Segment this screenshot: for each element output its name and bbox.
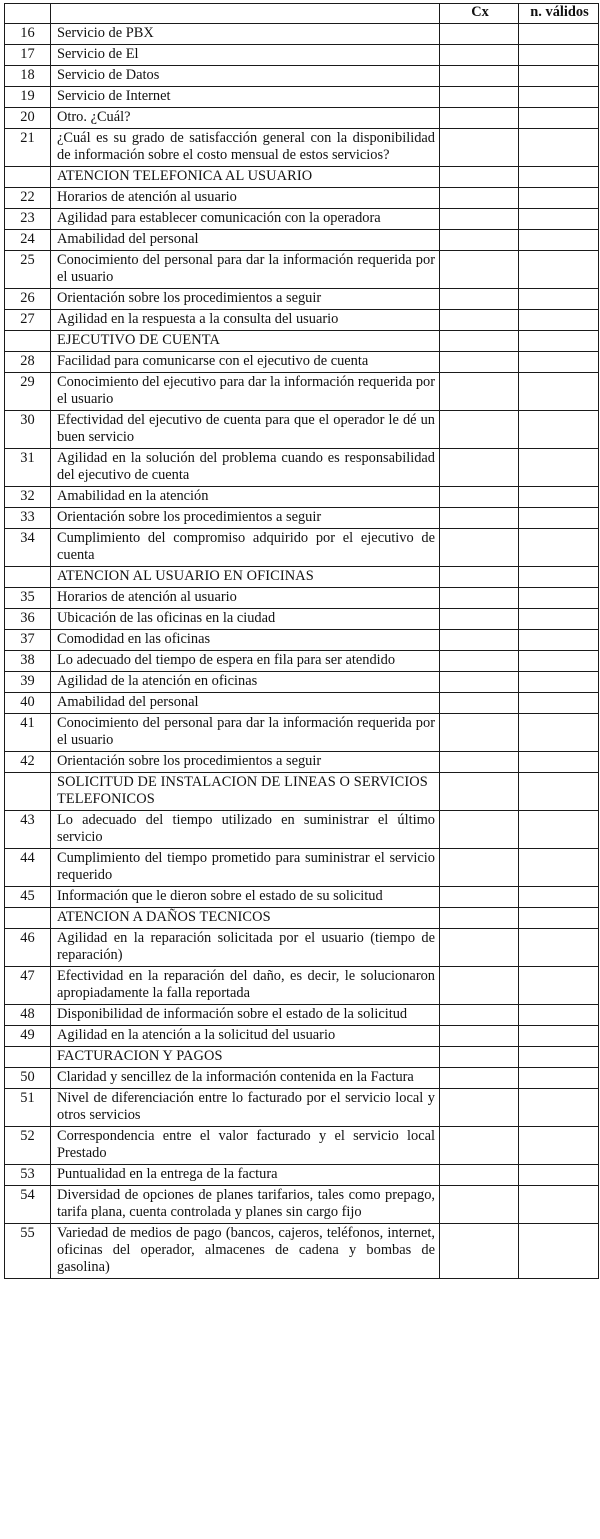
row-number: 34 [5, 529, 51, 567]
valid-count-cell [519, 714, 599, 752]
row-number: 33 [5, 508, 51, 529]
row-number: 36 [5, 609, 51, 630]
valid-count-cell [519, 310, 599, 331]
section-title: SOLICITUD DE INSTALACION DE LINEAS O SERVICIOS TELEFONICOS [51, 773, 440, 811]
table-row [5, 1005, 599, 1026]
row-number [5, 908, 51, 929]
valid-count-cell [519, 1026, 599, 1047]
cx-cell [440, 352, 519, 373]
question-text: Conocimiento del personal para dar la información requerida por el usuario [51, 714, 440, 752]
question-text: Agilidad de la atención en oficinas [51, 672, 440, 693]
cx-cell [440, 773, 519, 811]
header-valid-count: n. válidos [519, 4, 599, 24]
valid-count-cell [519, 609, 599, 630]
row-number: 21 [5, 129, 51, 167]
question-text: ¿Cuál es su grado de satisfacción general con la disponibilidad de información sobre el costo mensual de estos servicios? [51, 129, 440, 167]
question-text: Conocimiento del personal para dar la información requerida por el usuario [51, 251, 440, 289]
cx-cell [440, 887, 519, 908]
question-text: Lo adecuado del tiempo de espera en fila para ser atendido [51, 651, 440, 672]
valid-count-cell [519, 567, 599, 588]
valid-count-cell [519, 651, 599, 672]
cx-cell [440, 811, 519, 849]
table-row [5, 1127, 599, 1165]
table-row [5, 849, 599, 887]
valid-count-cell [519, 1005, 599, 1026]
valid-count-cell [519, 352, 599, 373]
cx-cell [440, 849, 519, 887]
cx-cell [440, 693, 519, 714]
question-text: Agilidad en la solución del problema cuando es responsabilidad del ejecutivo de cuenta [51, 449, 440, 487]
table-body [5, 24, 599, 1279]
table-row [5, 129, 599, 167]
table-row [5, 693, 599, 714]
section-header-row [5, 331, 599, 352]
valid-count-cell [519, 849, 599, 887]
cx-cell [440, 487, 519, 508]
row-number: 22 [5, 188, 51, 209]
valid-count-cell [519, 24, 599, 45]
valid-count-cell [519, 45, 599, 66]
cx-cell [440, 331, 519, 352]
valid-count-cell [519, 167, 599, 188]
question-text: Agilidad en la reparación solicitada por el usuario (tiempo de reparación) [51, 929, 440, 967]
question-text: Orientación sobre los procedimientos a seguir [51, 508, 440, 529]
question-text: Horarios de atención al usuario [51, 588, 440, 609]
cx-cell [440, 567, 519, 588]
valid-count-cell [519, 1047, 599, 1068]
table-row [5, 1224, 599, 1279]
valid-count-cell [519, 66, 599, 87]
cx-cell [440, 129, 519, 167]
cx-cell [440, 651, 519, 672]
table-row [5, 1026, 599, 1047]
question-text: Servicio de El [51, 45, 440, 66]
cx-cell [440, 1089, 519, 1127]
valid-count-cell [519, 588, 599, 609]
row-number: 41 [5, 714, 51, 752]
question-text: Efectividad del ejecutivo de cuenta para que el operador le dé un buen servicio [51, 411, 440, 449]
cx-cell [440, 630, 519, 651]
cx-cell [440, 289, 519, 310]
cx-cell [440, 1068, 519, 1089]
table-row [5, 887, 599, 908]
table-row [5, 1068, 599, 1089]
valid-count-cell [519, 331, 599, 352]
table-row [5, 66, 599, 87]
row-number: 55 [5, 1224, 51, 1279]
question-text: Nivel de diferenciación entre lo facturado por el servicio local y otros servicios [51, 1089, 440, 1127]
valid-count-cell [519, 1186, 599, 1224]
section-header-row [5, 1047, 599, 1068]
cx-cell [440, 310, 519, 331]
table-row [5, 529, 599, 567]
table-row [5, 449, 599, 487]
valid-count-cell [519, 1165, 599, 1186]
row-number: 42 [5, 752, 51, 773]
row-number: 50 [5, 1068, 51, 1089]
valid-count-cell [519, 108, 599, 129]
cx-cell [440, 508, 519, 529]
table-row [5, 1186, 599, 1224]
row-number: 19 [5, 87, 51, 108]
cx-cell [440, 714, 519, 752]
row-number [5, 331, 51, 352]
question-text: Efectividad en la reparación del daño, es decir, le solucionaron apropiadamente la falla reportada [51, 967, 440, 1005]
cx-cell [440, 411, 519, 449]
valid-count-cell [519, 230, 599, 251]
cx-cell [440, 1047, 519, 1068]
table-row [5, 752, 599, 773]
row-number [5, 1047, 51, 1068]
row-number: 18 [5, 66, 51, 87]
cx-cell [440, 609, 519, 630]
cx-cell [440, 209, 519, 230]
cx-cell [440, 45, 519, 66]
cx-cell [440, 1224, 519, 1279]
table-row [5, 588, 599, 609]
table-row [5, 108, 599, 129]
table-row [5, 1089, 599, 1127]
table-row [5, 411, 599, 449]
row-number: 46 [5, 929, 51, 967]
row-number: 43 [5, 811, 51, 849]
valid-count-cell [519, 251, 599, 289]
question-text: Disponibilidad de información sobre el estado de la solicitud [51, 1005, 440, 1026]
row-number: 51 [5, 1089, 51, 1127]
valid-count-cell [519, 908, 599, 929]
valid-count-cell [519, 1089, 599, 1127]
table-row [5, 487, 599, 508]
valid-count-cell [519, 630, 599, 651]
question-text: Ubicación de las oficinas en la ciudad [51, 609, 440, 630]
section-header-row [5, 567, 599, 588]
question-text: Orientación sobre los procedimientos a seguir [51, 289, 440, 310]
row-number: 53 [5, 1165, 51, 1186]
row-number [5, 773, 51, 811]
section-header-row [5, 167, 599, 188]
valid-count-cell [519, 289, 599, 310]
question-text: Orientación sobre los procedimientos a seguir [51, 752, 440, 773]
row-number: 39 [5, 672, 51, 693]
valid-count-cell [519, 967, 599, 1005]
table-row [5, 230, 599, 251]
cx-cell [440, 167, 519, 188]
cx-cell [440, 672, 519, 693]
valid-count-cell [519, 508, 599, 529]
cx-cell [440, 1165, 519, 1186]
cx-cell [440, 373, 519, 411]
valid-count-cell [519, 129, 599, 167]
cx-cell [440, 449, 519, 487]
row-number: 25 [5, 251, 51, 289]
row-number: 32 [5, 487, 51, 508]
valid-count-cell [519, 188, 599, 209]
cx-cell [440, 230, 519, 251]
header-row [5, 4, 599, 24]
cx-cell [440, 108, 519, 129]
table-row [5, 811, 599, 849]
question-text: Información que le dieron sobre el estado de su solicitud [51, 887, 440, 908]
cx-cell [440, 1026, 519, 1047]
valid-count-cell [519, 672, 599, 693]
table-row [5, 87, 599, 108]
table-row [5, 1165, 599, 1186]
question-text: Servicio de Datos [51, 66, 440, 87]
header-num [5, 4, 51, 24]
row-number: 44 [5, 849, 51, 887]
document-page [4, 3, 599, 1279]
valid-count-cell [519, 373, 599, 411]
row-number: 38 [5, 651, 51, 672]
table-row [5, 373, 599, 411]
question-text: Claridad y sencillez de la información contenida en la Factura [51, 1068, 440, 1089]
row-number: 47 [5, 967, 51, 1005]
valid-count-cell [519, 1224, 599, 1279]
row-number: 54 [5, 1186, 51, 1224]
row-number: 20 [5, 108, 51, 129]
table-row [5, 609, 599, 630]
question-text: Amabilidad del personal [51, 693, 440, 714]
cx-cell [440, 1005, 519, 1026]
cx-cell [440, 908, 519, 929]
cx-cell [440, 929, 519, 967]
question-text: Facilidad para comunicarse con el ejecutivo de cuenta [51, 352, 440, 373]
valid-count-cell [519, 209, 599, 230]
question-text: Puntualidad en la entrega de la factura [51, 1165, 440, 1186]
cx-cell [440, 967, 519, 1005]
row-number: 31 [5, 449, 51, 487]
cx-cell [440, 1186, 519, 1224]
question-text: Otro. ¿Cuál? [51, 108, 440, 129]
row-number: 29 [5, 373, 51, 411]
valid-count-cell [519, 693, 599, 714]
table-row [5, 24, 599, 45]
cx-cell [440, 87, 519, 108]
row-number: 45 [5, 887, 51, 908]
table-row [5, 209, 599, 230]
valid-count-cell [519, 487, 599, 508]
section-title: FACTURACION Y PAGOS [51, 1047, 440, 1068]
question-text: Servicio de Internet [51, 87, 440, 108]
valid-count-cell [519, 529, 599, 567]
row-number: 28 [5, 352, 51, 373]
question-text: Agilidad en la respuesta a la consulta del usuario [51, 310, 440, 331]
table-row [5, 967, 599, 1005]
row-number: 27 [5, 310, 51, 331]
table-row [5, 310, 599, 331]
question-text: Comodidad en las oficinas [51, 630, 440, 651]
cx-cell [440, 66, 519, 87]
question-text: Amabilidad en la atención [51, 487, 440, 508]
question-text: Lo adecuado del tiempo utilizado en suministrar el último servicio [51, 811, 440, 849]
question-text: Amabilidad del personal [51, 230, 440, 251]
section-title: EJECUTIVO DE CUENTA [51, 331, 440, 352]
section-header-row [5, 908, 599, 929]
row-number [5, 167, 51, 188]
question-text: Servicio de PBX [51, 24, 440, 45]
row-number: 48 [5, 1005, 51, 1026]
question-text: Cumplimiento del tiempo prometido para suministrar el servicio requerido [51, 849, 440, 887]
question-text: Cumplimiento del compromiso adquirido por el ejecutivo de cuenta [51, 529, 440, 567]
section-title: ATENCION AL USUARIO EN OFICINAS [51, 567, 440, 588]
row-number [5, 567, 51, 588]
row-number: 23 [5, 209, 51, 230]
cx-cell [440, 24, 519, 45]
table-row [5, 508, 599, 529]
row-number: 17 [5, 45, 51, 66]
row-number: 24 [5, 230, 51, 251]
cx-cell [440, 752, 519, 773]
valid-count-cell [519, 929, 599, 967]
table-row [5, 714, 599, 752]
cx-cell [440, 188, 519, 209]
row-number: 26 [5, 289, 51, 310]
table-row [5, 251, 599, 289]
table-row [5, 45, 599, 66]
table-row [5, 188, 599, 209]
question-text: Conocimiento del ejecutivo para dar la información requerida por el usuario [51, 373, 440, 411]
section-title: ATENCION TELEFONICA AL USUARIO [51, 167, 440, 188]
table-row [5, 651, 599, 672]
row-number: 49 [5, 1026, 51, 1047]
cx-cell [440, 529, 519, 567]
cx-cell [440, 251, 519, 289]
section-header-row [5, 773, 599, 811]
table-row [5, 672, 599, 693]
table-row [5, 929, 599, 967]
header-cx: Cx [440, 4, 519, 24]
valid-count-cell [519, 449, 599, 487]
valid-count-cell [519, 811, 599, 849]
table-row [5, 630, 599, 651]
question-text: Agilidad para establecer comunicación con la operadora [51, 209, 440, 230]
valid-count-cell [519, 87, 599, 108]
valid-count-cell [519, 887, 599, 908]
valid-count-cell [519, 1068, 599, 1089]
valid-count-cell [519, 1127, 599, 1165]
cx-cell [440, 1127, 519, 1165]
row-number: 16 [5, 24, 51, 45]
question-text: Correspondencia entre el valor facturado y el servicio local Prestado [51, 1127, 440, 1165]
table-row [5, 352, 599, 373]
question-text: Diversidad de opciones de planes tarifarios, tales como prepago, tarifa plana, cuenta controlada y planes sin cargo fijo [51, 1186, 440, 1224]
table-row [5, 289, 599, 310]
valid-count-cell [519, 773, 599, 811]
question-text: Horarios de atención al usuario [51, 188, 440, 209]
survey-table [4, 3, 599, 1279]
row-number: 40 [5, 693, 51, 714]
valid-count-cell [519, 411, 599, 449]
section-title: ATENCION A DAÑOS TECNICOS [51, 908, 440, 929]
row-number: 37 [5, 630, 51, 651]
cx-cell [440, 588, 519, 609]
question-text: Variedad de medios de pago (bancos, cajeros, teléfonos, internet, oficinas del operador, almacenes de cadena y bombas de gasolina) [51, 1224, 440, 1279]
row-number: 35 [5, 588, 51, 609]
valid-count-cell [519, 752, 599, 773]
row-number: 30 [5, 411, 51, 449]
header-question [51, 4, 440, 24]
question-text: Agilidad en la atención a la solicitud del usuario [51, 1026, 440, 1047]
row-number: 52 [5, 1127, 51, 1165]
